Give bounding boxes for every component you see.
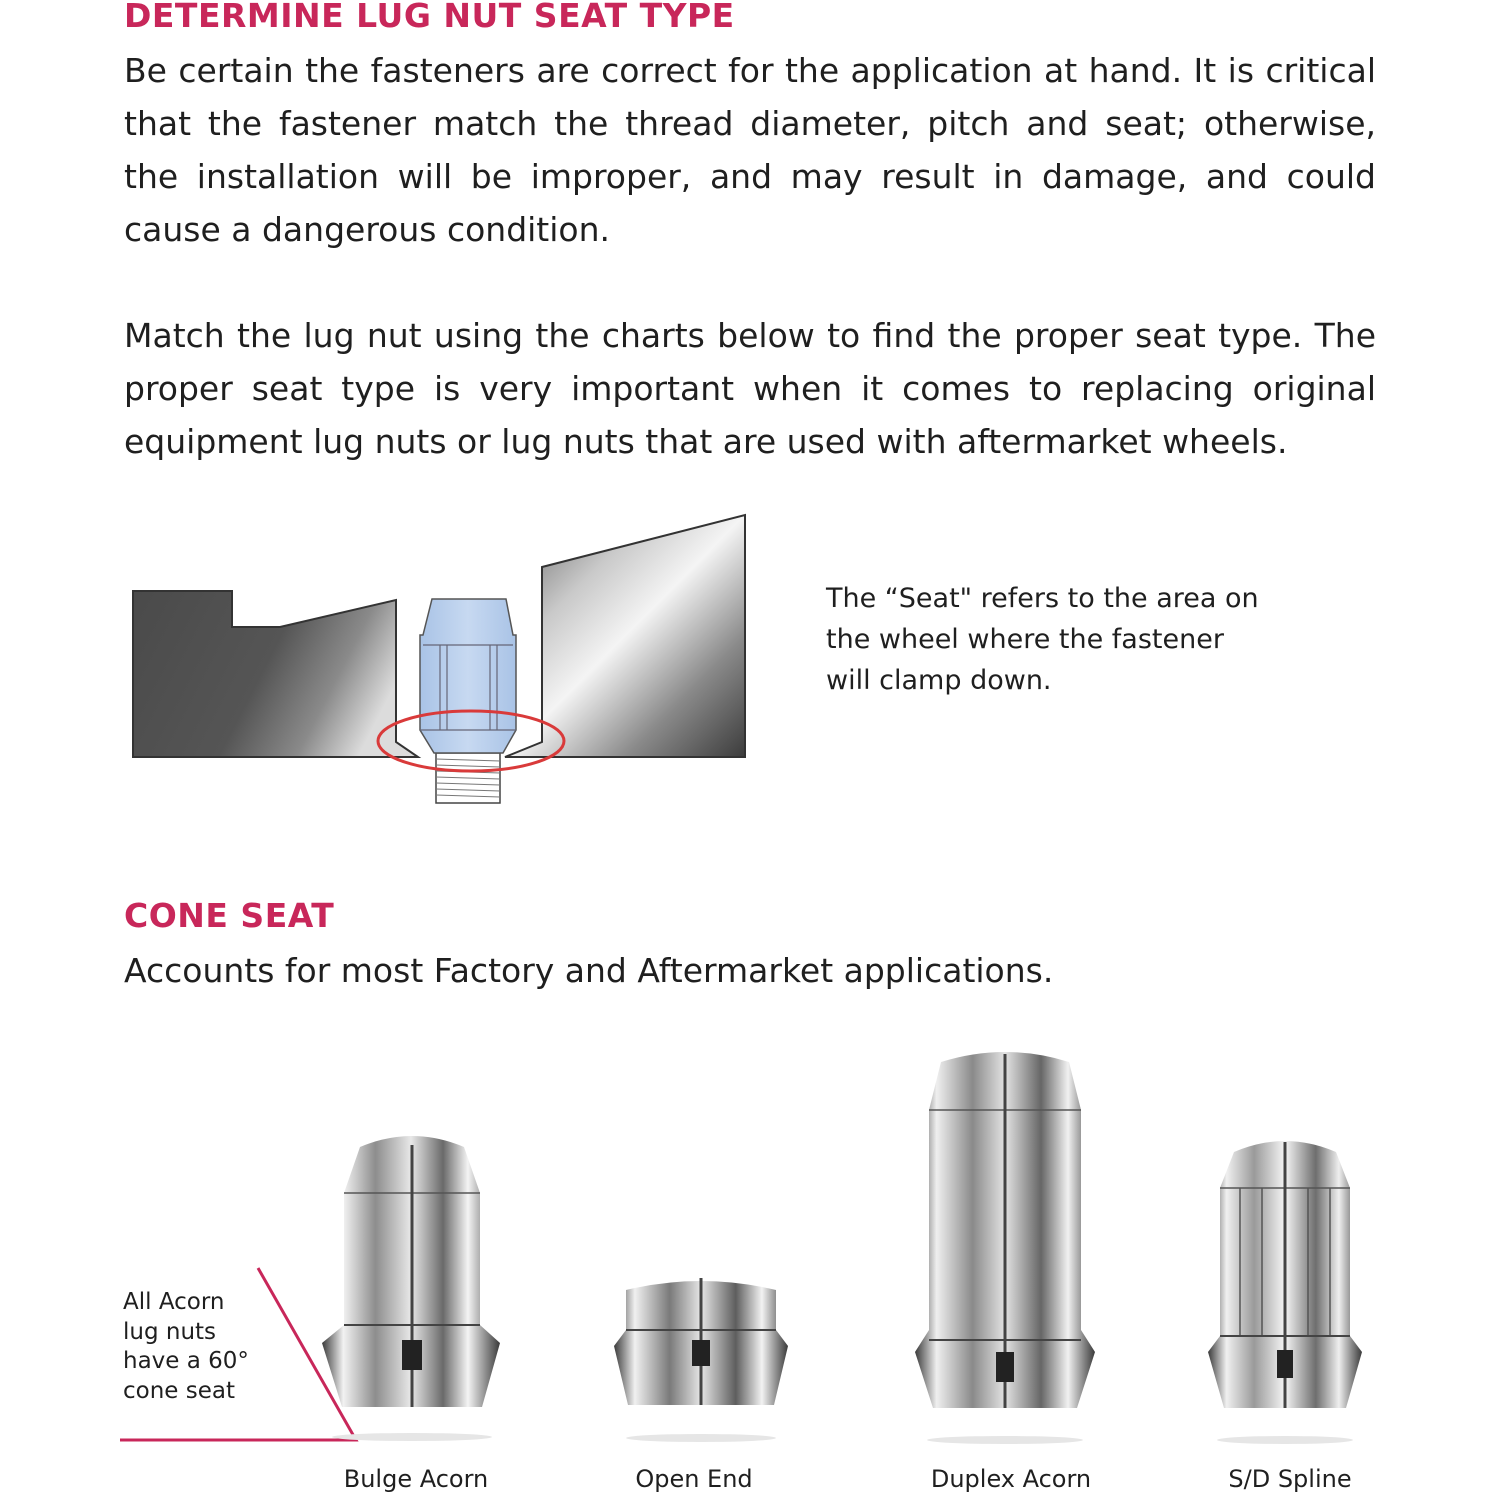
match-paragraph: Match the lug nut using the charts below to find the proper seat type. The proper seat type is very important when it comes to replacing original equipment lug nuts or lug nuts that are used with aftermarket wheels. bbox=[124, 316, 1376, 461]
lug-nut-label-duplex-acorn: Duplex Acorn bbox=[930, 1465, 1092, 1493]
section-heading-seat-type: DETERMINE LUG NUT SEAT TYPE bbox=[124, 0, 735, 35]
duplex-acorn-lug-nut-icon bbox=[905, 1040, 1105, 1455]
lug-nut-label-spline: S/D Spline bbox=[1228, 1465, 1352, 1493]
spline-drive-lug-nut-icon bbox=[1200, 1128, 1370, 1455]
wheel-left-section bbox=[133, 591, 418, 757]
intro-paragraph: Be certain the fasteners are correct for the application at hand. It is critical that the fastener match the thread diameter, pitch and seat; otherwise, the installation will be improper, and may result in damage, and could cause a dangerous condition. bbox=[124, 51, 1376, 249]
seat-definition-caption: The “Seat" refers to the area on the wheel where the fastener will clamp down. bbox=[826, 583, 1259, 696]
cone-seat-description: Accounts for most Factory and Aftermarket applications. bbox=[124, 951, 1054, 990]
lug-nut-label-bulge-acorn: Bulge Acorn bbox=[343, 1465, 489, 1493]
lug-nut-label-open-end: Open End bbox=[635, 1465, 753, 1493]
wheel-seat-diagram bbox=[120, 505, 760, 815]
wheel-stud bbox=[436, 753, 500, 803]
bulge-acorn-lug-nut-icon bbox=[312, 1125, 512, 1455]
section-heading-cone-seat: CONE SEAT bbox=[124, 896, 335, 935]
acorn-callout-text: All Acorn lug nuts have a 60° cone seat bbox=[123, 1289, 249, 1404]
open-end-lug-nut-icon bbox=[606, 1270, 796, 1455]
